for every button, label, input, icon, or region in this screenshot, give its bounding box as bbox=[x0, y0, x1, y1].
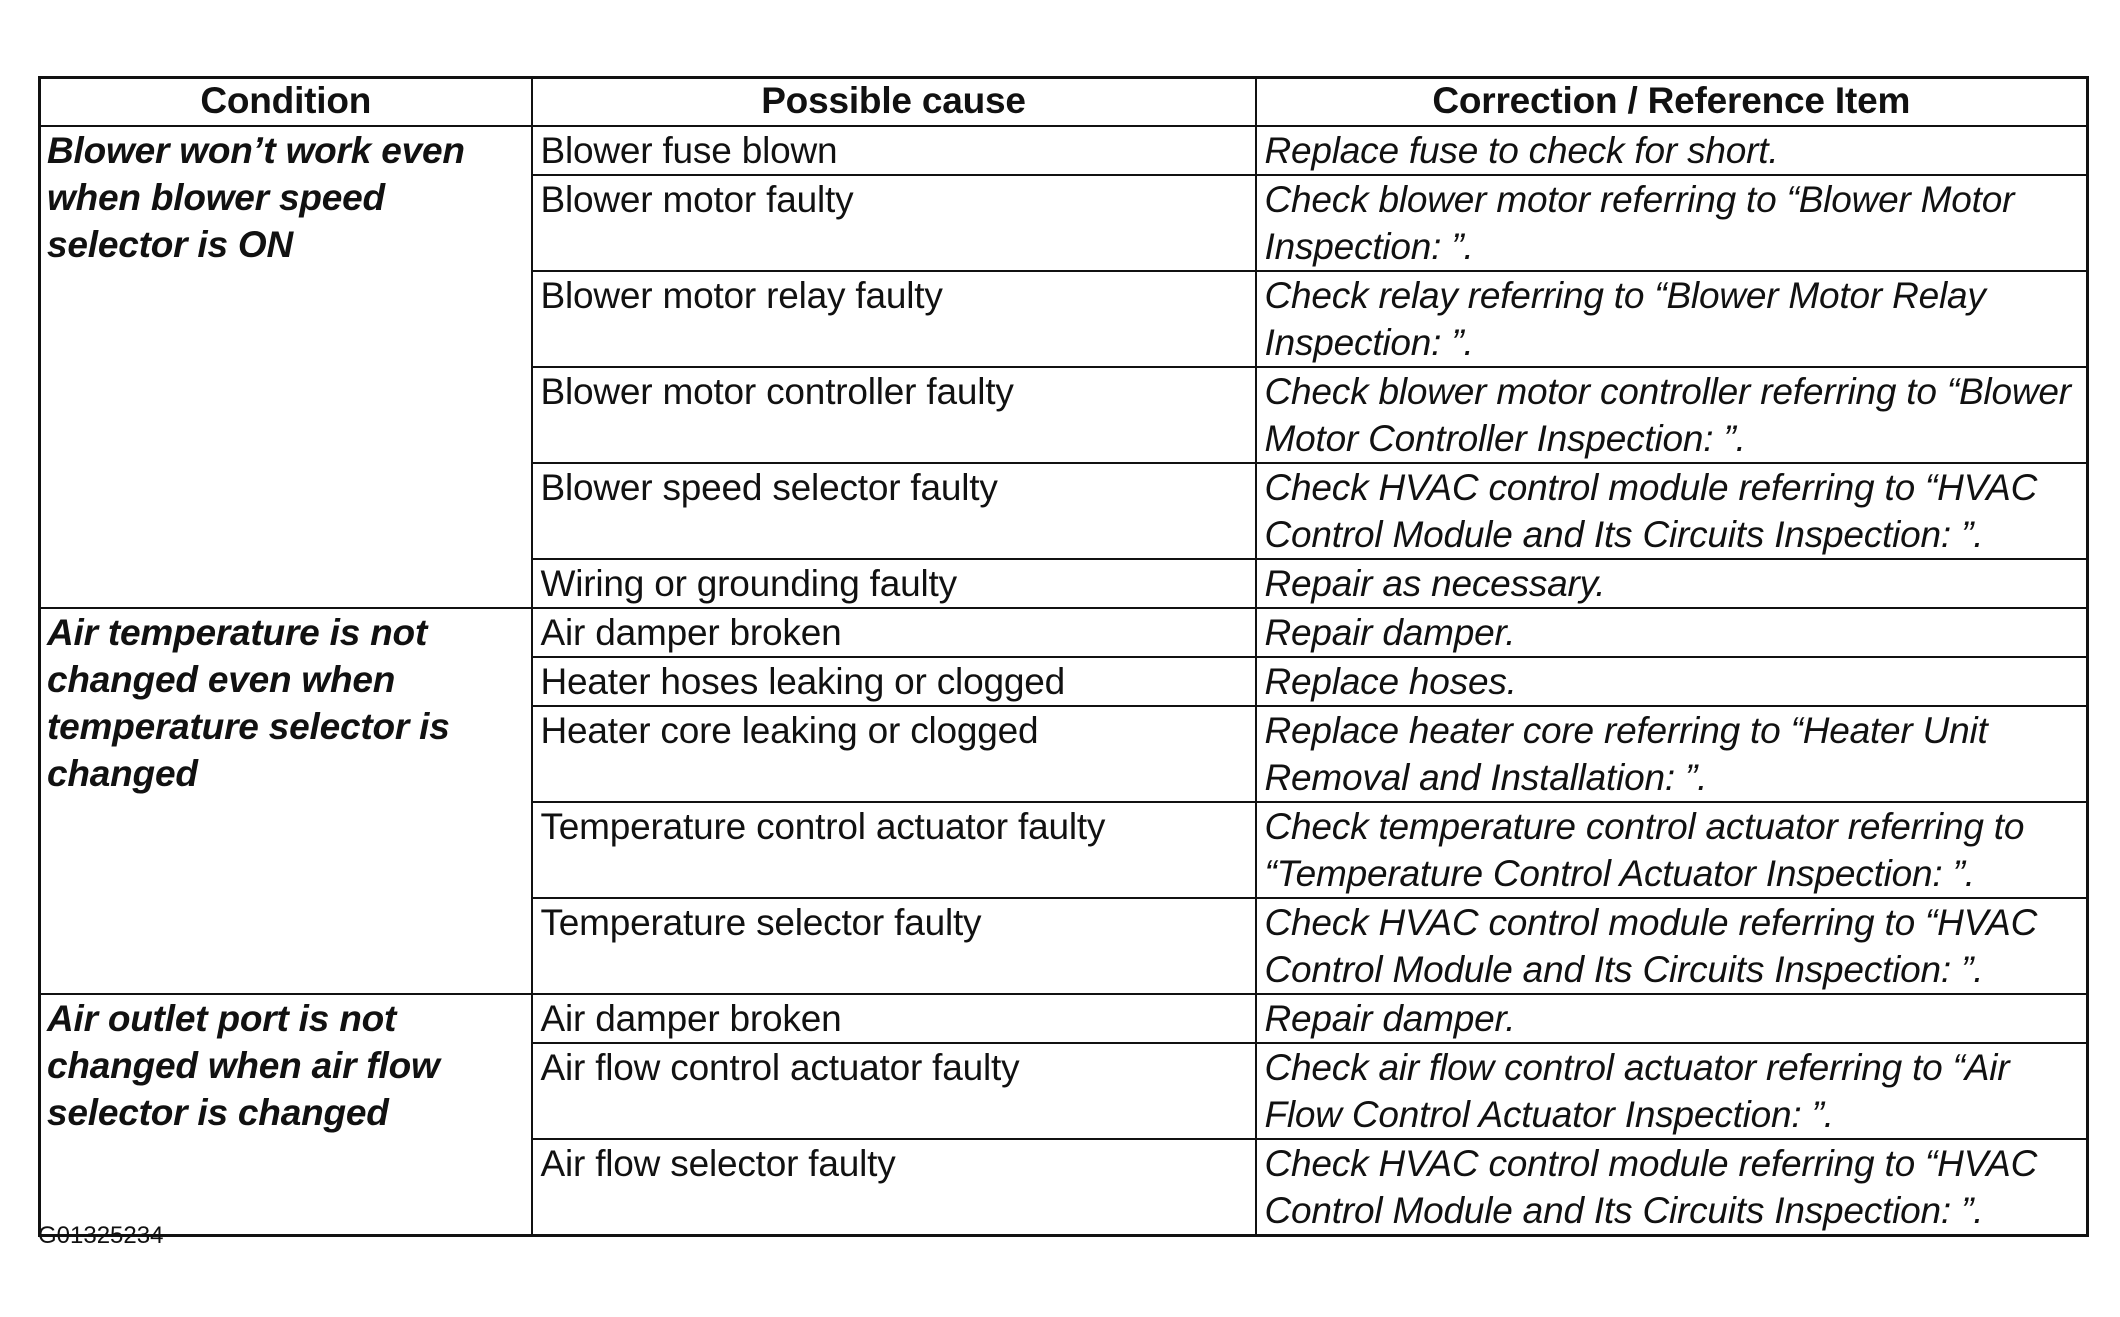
correction-cell: Replace hoses. bbox=[1256, 657, 2088, 706]
correction-cell: Check blower motor controller referring to “Blower Motor Controller Inspection: ”. bbox=[1256, 367, 2088, 463]
cause-cell: Heater hoses leaking or clogged bbox=[532, 657, 1256, 706]
cause-cell: Temperature control actuator faulty bbox=[532, 802, 1256, 898]
correction-cell: Check HVAC control module referring to “HVAC Control Module and Its Circuits Inspection: ”. bbox=[1256, 1139, 2088, 1236]
troubleshooting-table bbox=[38, 76, 2089, 1237]
correction-cell: Check temperature control actuator referring to “Temperature Control Actuator Inspection: ”. bbox=[1256, 802, 2088, 898]
cause-cell: Air damper broken bbox=[532, 994, 1256, 1043]
table-row bbox=[40, 994, 2088, 1043]
cause-cell: Air flow selector faulty bbox=[532, 1139, 1256, 1236]
table-row bbox=[40, 608, 2088, 657]
header-possible-cause: Possible cause bbox=[532, 78, 1256, 127]
correction-cell: Repair as necessary. bbox=[1256, 559, 2088, 608]
figure-id-label: G01325234 bbox=[38, 1222, 164, 1249]
condition-cell: Air temperature is not changed even when temperature selector is changed bbox=[40, 608, 532, 994]
cause-cell: Blower motor relay faulty bbox=[532, 271, 1256, 367]
header-correction: Correction / Reference Item bbox=[1256, 78, 2088, 127]
cause-cell: Blower speed selector faulty bbox=[532, 463, 1256, 559]
correction-cell: Check blower motor referring to “Blower Motor Inspection: ”. bbox=[1256, 175, 2088, 271]
header-row bbox=[40, 78, 2088, 127]
table-row bbox=[40, 126, 2088, 175]
correction-cell: Check relay referring to “Blower Motor Relay Inspection: ”. bbox=[1256, 271, 2088, 367]
header-condition: Condition bbox=[40, 78, 532, 127]
correction-cell: Replace fuse to check for short. bbox=[1256, 126, 2088, 175]
cause-cell: Blower motor controller faulty bbox=[532, 367, 1256, 463]
condition-cell: Air outlet port is not changed when air flow selector is changed bbox=[40, 994, 532, 1236]
correction-cell: Check HVAC control module referring to “HVAC Control Module and Its Circuits Inspection: ”. bbox=[1256, 898, 2088, 994]
cause-cell: Temperature selector faulty bbox=[532, 898, 1256, 994]
condition-cell: Blower won’t work even when blower speed selector is ON bbox=[40, 126, 532, 608]
cause-cell: Wiring or grounding faulty bbox=[532, 559, 1256, 608]
cause-cell: Air damper broken bbox=[532, 608, 1256, 657]
correction-cell: Check HVAC control module referring to “HVAC Control Module and Its Circuits Inspection: ”. bbox=[1256, 463, 2088, 559]
cause-cell: Blower motor faulty bbox=[532, 175, 1256, 271]
correction-cell: Repair damper. bbox=[1256, 608, 2088, 657]
cause-cell: Air flow control actuator faulty bbox=[532, 1043, 1256, 1139]
correction-cell: Replace heater core referring to “Heater Unit Removal and Installation: ”. bbox=[1256, 706, 2088, 802]
correction-cell: Repair damper. bbox=[1256, 994, 2088, 1043]
cause-cell: Heater core leaking or clogged bbox=[532, 706, 1256, 802]
cause-cell: Blower fuse blown bbox=[532, 126, 1256, 175]
correction-cell: Check air flow control actuator referring to “Air Flow Control Actuator Inspection: ”. bbox=[1256, 1043, 2088, 1139]
